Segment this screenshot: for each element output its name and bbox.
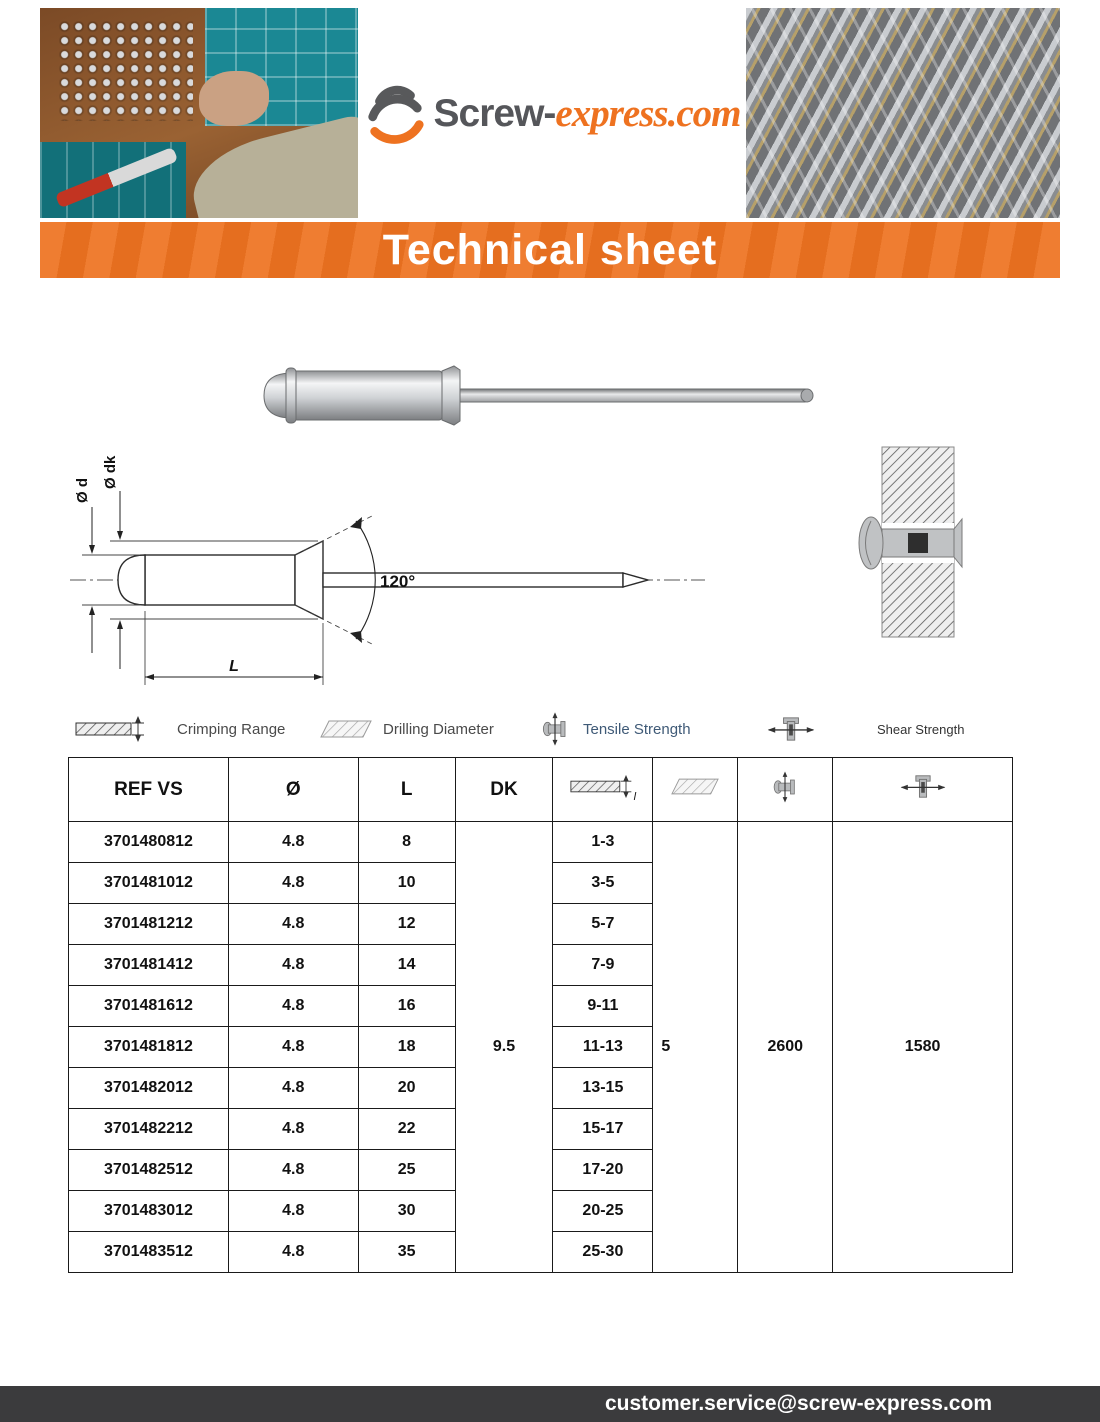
ref-cell: 3701480812: [69, 822, 229, 863]
crimp-cell: 17-20: [553, 1150, 653, 1191]
footer-accent-stripe: [0, 1386, 640, 1422]
arm-shape: [183, 113, 358, 218]
banner-title: Technical sheet: [40, 222, 1060, 278]
diameter-cell: 4.8: [228, 863, 358, 904]
tensile-strength-icon: [738, 758, 833, 822]
dim-d-label: Ø d: [74, 478, 91, 503]
ref-cell: 3701481612: [69, 986, 229, 1027]
drilling-merged-cell: 5: [653, 822, 738, 1273]
shear-strength-icon: [833, 758, 1013, 822]
drilling-diameter-icon: [320, 708, 372, 750]
length-label: L: [229, 658, 239, 675]
brand-name: [434, 91, 741, 136]
crimp-cell: 5-7: [553, 904, 653, 945]
screws-cluster-shape: [59, 21, 193, 122]
diameter-cell: 4.8: [228, 822, 358, 863]
ref-cell: 3701481212: [69, 904, 229, 945]
ref-cell: 3701481012: [69, 863, 229, 904]
length-cell: 18: [358, 1027, 455, 1068]
ref-cell: 3701481412: [69, 945, 229, 986]
footer-bar: [0, 1386, 1100, 1422]
crimp-cell: 3-5: [553, 863, 653, 904]
ref-cell: 3701481812: [69, 1027, 229, 1068]
shear-merged-cell: 1580: [833, 822, 1013, 1273]
rivet-product-photo: [250, 348, 830, 443]
table-row: [69, 822, 1013, 863]
workbench-photo: [40, 8, 358, 218]
crimping-range-icon: [553, 758, 653, 822]
table-header-row: [69, 758, 1013, 822]
diameter-cell: 4.8: [228, 904, 358, 945]
tensile-merged-cell: 2600: [738, 822, 833, 1273]
crimping-range-icon: [75, 708, 147, 750]
ref-cell: 3701482512: [69, 1150, 229, 1191]
crimping-range-label: Crimping Range: [177, 720, 286, 738]
spec-table: [68, 757, 1013, 1273]
brand-italic: express: [555, 91, 668, 135]
crimp-cell: 1-3: [553, 822, 653, 863]
length-cell: 30: [358, 1191, 455, 1232]
col-length-header: L: [358, 758, 455, 822]
swoosh-logo-icon: [364, 82, 426, 144]
ref-cell: 3701483512: [69, 1232, 229, 1273]
crimp-cell: 11-13: [553, 1027, 653, 1068]
installed-rivet-section-drawing: [852, 445, 964, 640]
col-diameter-header: Ø: [228, 758, 358, 822]
angle-label: 120°: [380, 572, 416, 591]
screws-pile-photo: [746, 8, 1060, 218]
length-cell: 22: [358, 1109, 455, 1150]
tensile-strength-icon: [540, 708, 570, 750]
length-cell: 12: [358, 904, 455, 945]
diameter-cell: 4.8: [228, 1232, 358, 1273]
crimp-dim-note: l: [633, 791, 637, 803]
diameter-cell: 4.8: [228, 1191, 358, 1232]
ref-cell: 3701482212: [69, 1109, 229, 1150]
length-cell: 16: [358, 986, 455, 1027]
dim-dk-label: Ø dk: [102, 455, 119, 489]
length-cell: 25: [358, 1150, 455, 1191]
diameter-cell: 4.8: [228, 986, 358, 1027]
drilling-diameter-icon: [653, 758, 738, 822]
diameter-cell: 4.8: [228, 1109, 358, 1150]
diameter-cell: 4.8: [228, 1150, 358, 1191]
drilling-diameter-label: Drilling Diameter: [383, 720, 494, 738]
crimp-cell: 7-9: [553, 945, 653, 986]
crimp-cell: 9-11: [553, 986, 653, 1027]
crimp-cell: 15-17: [553, 1109, 653, 1150]
diameter-cell: 4.8: [228, 1068, 358, 1109]
brand-prefix: Screw: [433, 91, 544, 135]
footer-email: customer.service@screw-express.com: [604, 1392, 992, 1415]
length-cell: 20: [358, 1068, 455, 1109]
col-dk-header: DK: [455, 758, 553, 822]
shear-strength-label: Shear Strength: [877, 721, 965, 737]
brand-suffix: .com: [667, 91, 741, 135]
crimp-cell: 25-30: [553, 1232, 653, 1273]
hand-shape: [199, 71, 269, 126]
col-ref-header: REF VS: [69, 758, 229, 822]
legend-row: [75, 708, 985, 750]
dk-merged-cell: 9.5: [455, 822, 553, 1273]
rivet-technical-drawing: [60, 445, 760, 700]
length-cell: 8: [358, 822, 455, 863]
length-cell: 10: [358, 863, 455, 904]
shear-strength-icon: [765, 708, 817, 750]
ref-cell: 3701483012: [69, 1191, 229, 1232]
diameter-cell: 4.8: [228, 945, 358, 986]
crimp-cell: 20-25: [553, 1191, 653, 1232]
tensile-strength-label: Tensile Strength: [583, 720, 691, 738]
length-cell: 35: [358, 1232, 455, 1273]
brand-logo: [364, 82, 741, 144]
diameter-cell: 4.8: [228, 1027, 358, 1068]
crimp-cell: 13-15: [553, 1068, 653, 1109]
length-cell: 14: [358, 945, 455, 986]
brand-dash: -: [543, 91, 556, 135]
ref-cell: 3701482012: [69, 1068, 229, 1109]
logo-area: [358, 8, 746, 218]
